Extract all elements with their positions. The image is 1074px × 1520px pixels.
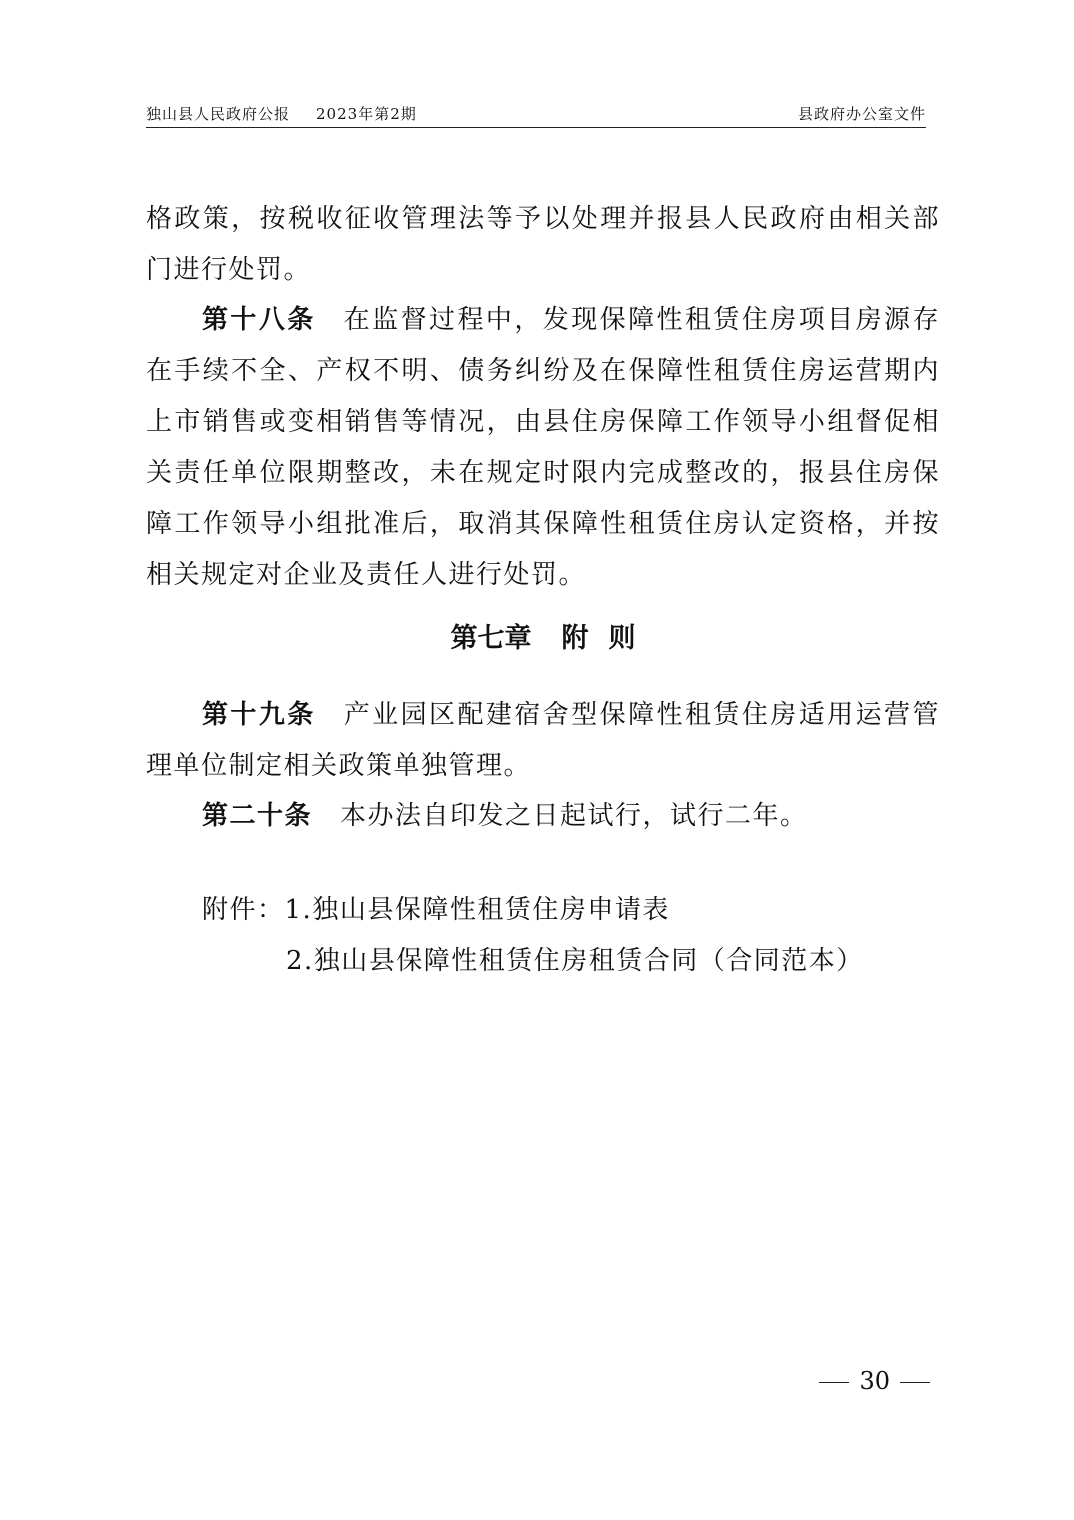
article-19-label: 第十九条 (202, 700, 316, 730)
attachments-label: 附件： (202, 895, 285, 925)
attachment-item: 2.独山县保障性租赁住房租赁合同（合同范本） (286, 946, 864, 976)
header-left (146, 104, 417, 124)
article-18 (146, 295, 940, 601)
chapter-title-part1: 附 (561, 623, 589, 654)
article-20 (146, 791, 940, 842)
page-number-value: 30 (859, 1367, 890, 1395)
continuation-paragraph (146, 194, 940, 296)
publication-name: 独山县人民政府公报 (146, 105, 291, 123)
article-18-text: 在监督过程中，发现保障性租赁住房项目房源存在手续不全、产权不明、债务纠纷及在保障性租赁住房运营期内上市销售或变相销售等情况，由县住房保障工作领导小组督促相关责任单位限期整改，未在规定时限内完成整改的，报县住房保障工作领导小组批准后，取消其保障性租赁住房认定资格，并按相关规定对企业及责任人进行处罚。 (146, 305, 940, 590)
continuation-text: 格政策，按税收征收管理法等予以处理并报县人民政府由相关部门进行处罚。 (146, 204, 940, 285)
page-number-dash-right (900, 1382, 930, 1383)
issue-number: 2023年第2期 (316, 105, 417, 123)
chapter-number: 第七章 (450, 623, 532, 654)
article-19 (146, 690, 940, 792)
chapter-title (146, 613, 940, 664)
article-20-text: 本办法自印发之日起试行，试行二年。 (340, 801, 808, 831)
attachment-row-1 (202, 885, 864, 936)
attachment-row-2 (202, 936, 864, 987)
attachment-item: 1.独山县保障性租赁住房申请表 (284, 895, 670, 925)
header-rule (146, 127, 926, 128)
article-19-text: 产业园区配建宿舍型保障性租赁住房适用运营管理单位制定相关政策单独管理。 (146, 700, 940, 781)
page-header (146, 104, 926, 128)
chapter-title-part2: 则 (608, 623, 636, 654)
page-number (809, 1366, 940, 1396)
article-18-label: 第十八条 (202, 305, 316, 335)
page-number-dash-left (819, 1382, 849, 1383)
article-20-label: 第二十条 (202, 801, 313, 831)
attachments (202, 885, 864, 987)
header-section: 县政府办公室文件 (797, 105, 926, 123)
